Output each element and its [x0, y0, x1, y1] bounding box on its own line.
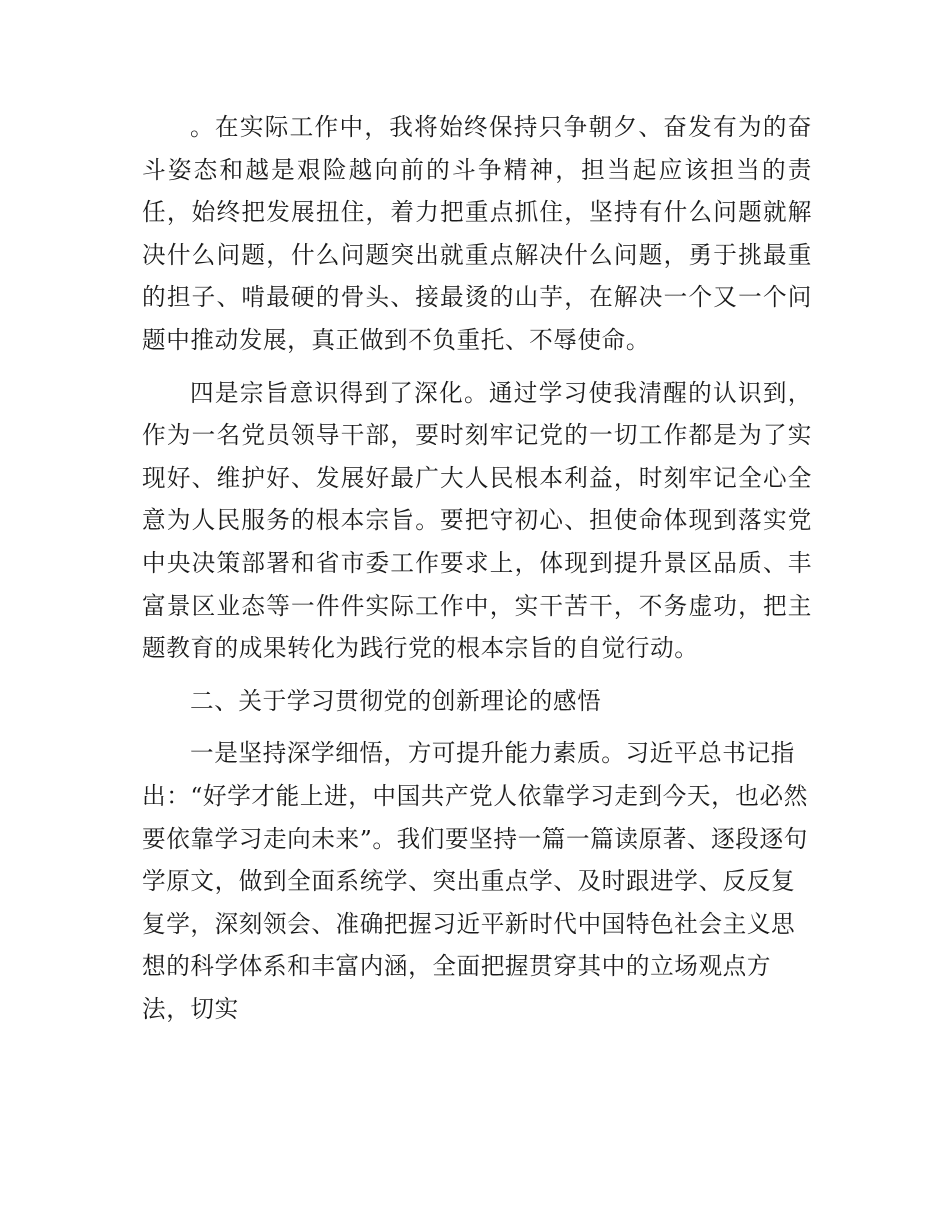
- paragraph-continuation: 。在实际工作中，我将始终保持只争朝夕、奋发有为的奋斗姿态和越是艰险越向前的斗争精神，担当起应该担当的责任，始终把发展扭住，着力把重点抓住，坚持有什么问题就解决什么问题，什么问题突出就重点解决什么问题，勇于挑最重的担子、啃最硬的骨头、接最烫的山芋，在解决一个又一个问题中推动发展，真正做到不负重托、不辱使命。: [142, 113, 812, 354]
- paragraph-purpose-awareness: 四是宗旨意识得到了深化。通过学习使我清醒的认识到，作为一名党员领导干部，要时刻牢记党的一切工作都是为了实现好、维护好、发展好最广大人民根本利益，时刻牢记全心全意为人民服务的根本宗旨。要把守初心、担使命体现到落实党中央决策部署和省市委工作要求上，体现到提升景区品质、丰富景区业态等一件件实际工作中，实干苦干，不务虚功，把主题教育的成果转化为践行党的根本宗旨的自觉行动。: [142, 378, 812, 663]
- section-heading: 二、关于学习贯彻党的创新理论的感悟: [190, 686, 602, 715]
- document-body: [142, 106, 812, 1030]
- paragraph-deep-study: 一是坚持深学细悟，方可提升能力素质。习近平总书记指出：“好学才能上进，中国共产党人依靠学习走到今天，也必然要依靠学习走向未来”。我们要坚持一篇一篇读原著、逐段逐句学原文，做到全面系统学、突出重点学、及时跟进学、反反复复学，深刻领会、准确把握习近平新时代中国特色社会主义思想的科学体系和丰富内涵，全面把握贯穿其中的立场观点方法，切实: [142, 739, 808, 1023]
